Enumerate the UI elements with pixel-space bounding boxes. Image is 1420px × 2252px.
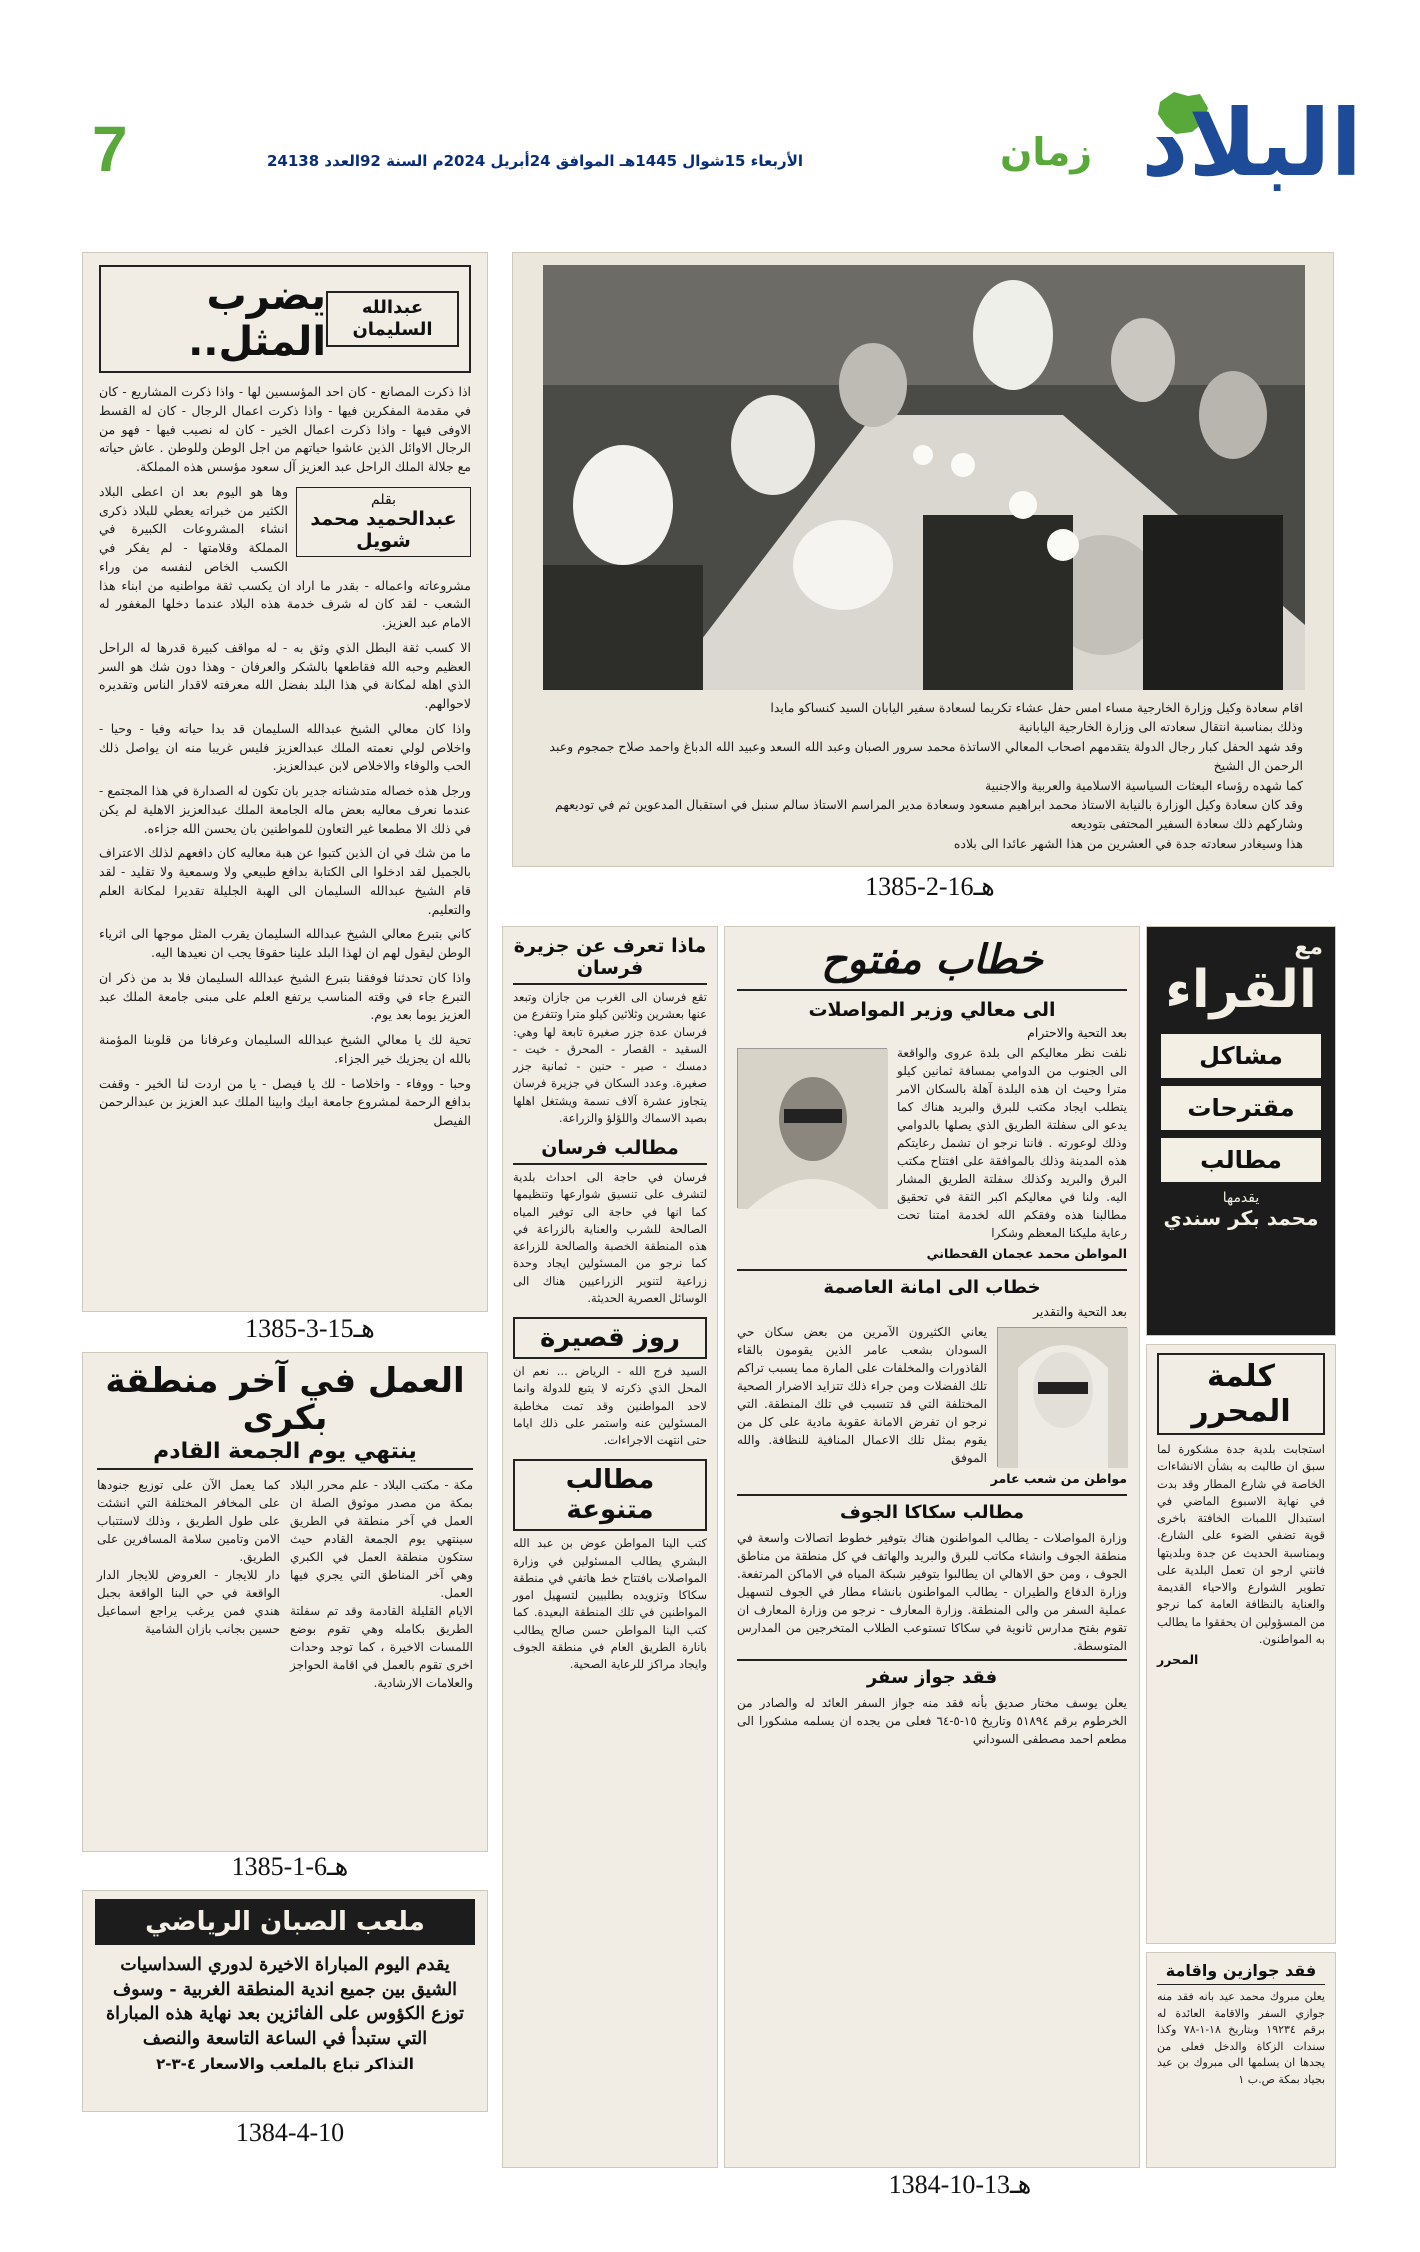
article-paragraph: وها هو اليوم بعد ان اعطى البلاد الكثير من خبراته يعطي للبلاد ذكرى انشاء المشروعات الكبيرة في المملكة وقلامتها - لم يفكر في الكسب الخاص لنفسه من وراء مشروعاته واعماله - بقدر ما اراد ان يكسب ثقة مواطنيه من ابناء هذا الشعب - لقد كان له شرف خدمة هذه البلاد عندما دخلها المغفور له الامام عبد العزيز. bbox=[99, 483, 471, 630]
letter-title: خطاب مفتوح bbox=[737, 937, 1127, 991]
article-paragraph: وحبا - ووفاء - واخلاصا - لك يا فيصل - يا من اردت لنا الخير - وقفت بدافع الرحمة لمشروع جامعة ابيك وابينا الملك عبد العزيز بن عبدالرحمن الفيصل bbox=[99, 1075, 471, 1128]
readers-box: مطالب bbox=[1161, 1138, 1321, 1182]
letter-greeting: بعد التحية والاحترام bbox=[1027, 1025, 1127, 1040]
clip-date: 1385-1-6هـ bbox=[231, 1852, 349, 1881]
announcement-text: يقدم اليوم المباراة الاخيرة لدوري السداسيات الشيق بين جميع اندية المنطقة الغربية - وسوف توزع الكؤوس على الفائزين بعد نهاية هذه المباراة التي ستبدأ في الساعة التاسعة والنصف bbox=[105, 1955, 465, 2049]
stadium-banner: ملعب الصبان الرياضي bbox=[95, 1899, 475, 1945]
section-title: ماذا تعرف عن جزيرة فرسان bbox=[513, 935, 707, 985]
section-title: مطالب فرسان bbox=[513, 1137, 707, 1165]
section-title: زمان bbox=[1000, 130, 1093, 174]
clip-date: 1384-4-10 bbox=[235, 2118, 345, 2147]
clip-date: 1384-10-13هـ bbox=[888, 2170, 1032, 2199]
editor-text: استجابت بلدية جدة مشكورة لما سبق ان طالبت به بشأن الانشاءات الخاصة في شارع المطار وقد بدت في نهاية الاسبوع الماضي في استبدال اللمبات الخافتة باخرى قوية تضفي الضوء على الشارع. وبمناسبة الحديث عن جدة وبلديتها فانني ارجو ان تعمل البلدية على تطوير الشوارع والاحياء القديمة والعناية بالنظافة العامة كما نرجو من المسؤولين ان يحققوا ما يطالب به المواطنون. bbox=[1157, 1442, 1325, 1646]
readers-by-name: محمد بكر سندي bbox=[1163, 1206, 1319, 1230]
caption-line: وقد شهد الحفل كبار رجال الدولة يتقدمهم اصحاب المعالي الاساتذة محمد سرور الصبان وعبد الله السعد وعبيد الله الدباغ واحمد صلاح جمجوم وعبد الرحمن ال الشيخ bbox=[549, 738, 1303, 774]
letter-subtitle: خطاب الى امانة العاصمة bbox=[823, 1277, 1041, 1298]
article-title: العمل في آخر منطقة بكرى bbox=[105, 1361, 465, 1439]
byline-prefix: بقلم bbox=[371, 491, 396, 508]
clip-date: 1385-2-16هـ bbox=[865, 872, 995, 901]
article-paragraph: الا كسب ثقة البطل الذي وثق به - له مواقف كبيرة قدرها له الراحل العظيم وحبه الله فقاطعها بالشكر والعرفان - وهذا دون شك هو السر الذي اهله لمكانة في هذا البلد بفضل الله معرفته لاقدار الناس وتقديره لاحوالهم. bbox=[99, 639, 471, 711]
notice-text: يعلن مبروك محمد عيد بانه فقد منه جوازي السفر والاقامة العائدة له برقم ١٩٢٣٤ وبتاريخ ١٨-١-٧٨ وكذا سندات الزكاة والدخل فعلى من يجدها ان يسلمها الى مبروك بن عيد بجياد بمكة ص.ب ١ bbox=[1157, 1990, 1325, 2086]
letter-subtitle: فقد جواز سفر bbox=[866, 1667, 998, 1688]
readers-box: مقترحات bbox=[1161, 1086, 1321, 1130]
article-paragraph: مكة - مكتب البلاد - علم محرر البلاد بمكة من مصدر موثوق الصلة ان العمل في آخر منطقة في الطريق سينتهي يوم الجمعة القادم حيث ستكون منطقة العمل في الكبري وهي آخر المناطق التي يجري فيها العمل. bbox=[290, 1477, 473, 1600]
editor-title: كلمة المحرر bbox=[1157, 1353, 1325, 1435]
letter-signature: مواطن من شعب عامر bbox=[990, 1471, 1127, 1486]
farasan-column bbox=[502, 926, 718, 2168]
article-subject: عبدالله السليمان bbox=[326, 291, 459, 346]
portrait-photo bbox=[997, 1327, 1127, 1467]
photo-dinner-clipping bbox=[512, 252, 1334, 867]
caption-line: كما شهده رؤساء البعثات السياسية الاسلامية والعربية والاجنبية bbox=[984, 777, 1303, 793]
article-paragraph: ما من شك في ان الذين كتبوا عن هبة معاليه كان دافعهم لذلك الاعتراف بالجميل لقد ادخلوا الى الكتابة بدافع طبيعي ولا وسمعية ولا تقليد - لقد قام الشيخ عبدالله السليمان الى الهبة الجليلة تقديرا لمكانة العلم والتعليم. bbox=[99, 845, 471, 917]
letter-body: يعاني الكثيرون الآمرين من بعض سكان حي السودان بشعب عامر الذين يقومون بالقاء القاذورات والمخلفات على المارة مما يسبب تراكم تلك الفضلات ومن جراء ذلك تتزايد الاضرار الصحية المختلفة التي قد تتسبب في تلك المنطقة. التي نرجو ان تفرض الامانة عقوبة مادية على كل من يقوم بمثل تلك الاعمال المنافية للنظافة. والله الموفق bbox=[737, 1325, 987, 1465]
section-text: السيد فرج الله - الرياض ... نعم ان المحل الذي ذكرته لا يتبع للدولة وانما لاحد المواطنين وقد تمت مخاطبة المسئولين عنه واستمر على ذلك اياما حتى انتهت الاجراءات. bbox=[513, 1364, 707, 1447]
section-text: تقع فرسان الى الغرب من جازان وتبعد عنها بعشرين وثلاثين كيلو مترا وتتفرع من فرسان عدة جزر صغيرة تابعة لها وهي: السقيد - القصار - المحرق - خيت - دمسك - صير - حنين - ثمانية جزر صغيرة. وعدد السكان في جزيرة فرسان يتجاوز عشرة آلاف نسمة ويشتغل اهلها بصيد الاسماك واللؤلؤ والزراعة. bbox=[513, 990, 707, 1125]
readers-kicker: مع bbox=[1294, 935, 1323, 960]
caption-line: وذلك بمناسبة انتقال سعادته الى وزارة الخارجية اليابانية bbox=[1018, 719, 1303, 735]
section-title: مطالب متنوعة bbox=[513, 1459, 707, 1531]
article-paragraph: تحية لك يا معالي الشيخ عبدالله السليمان وعرفانا من قلوبنا المؤمنة بالله ان يجزيك خير الجزاء. bbox=[99, 1032, 471, 1066]
article-paragraph: واذا كان معالي الشيخ عبدالله السليمان قد بدا حياته وفيا - وحيا - واخلاص لولي نعمته الملك عبدالعزيز فليس غريبا منه ان يواصل ذلك الحب والوفاء والاخلاص لابن عبدالعزيز. bbox=[99, 720, 471, 774]
article-paragraph: اذا ذكرت المصانع - كان احد المؤسسين لها - واذا ذكرت المشاريع - كان في مقدمة المفكرين فيها - واذا ذكرت اعمال الرجال - كان له القسط الاوفى فيها - واذا ذكرت اعمال الخير - كان له نصيب فيها - فهو من الرجال الاوائل الذين عاشوا حياتهم من اجل الوطن وللوطن . عاش حياته مع جلالة الملك الراحل عبد العزيز آل سعود مؤسس هذه المملكة. bbox=[99, 384, 471, 474]
caption-line: اقام سعادة وكيل وزارة الخارجية مساء امس حفل عشاء تكريما لسعادة سفير اليابان السيد كنساكو مايدا bbox=[770, 700, 1303, 715]
caption-line: هذا وسيغادر سعادته جدة في العشرين من هذا الشهر عائدا الى بلاده bbox=[953, 835, 1303, 851]
issue-dateline: الأربعاء 15شوال 1445هـ الموافق 24أبريل 2024م السنة 92العدد 24138 bbox=[266, 152, 804, 170]
clip-date: 1385-3-15هـ bbox=[245, 1314, 375, 1343]
readers-box: مشاكل bbox=[1161, 1034, 1321, 1078]
photo-caption bbox=[543, 698, 1303, 853]
newspaper-logo bbox=[1122, 86, 1362, 216]
readers-corner bbox=[1146, 926, 1336, 1336]
article-paragraph: الايام القليلة القادمة وقد تم سفلتة الطريق بكامله وهي تقوم بوضع اللمسات الاخيرة ، كما توجد وحدات اخرى تقوم بالعمل في اقامة الحواجز والعلامات الارشادية. bbox=[290, 1603, 473, 1690]
article-paragraph: ورجل هذه خصاله متدشناته جدير بان تكون له الصدارة في هذا المجتمع - عندما نعرف معاليه بعض ماله الجامعة الملك عبدالعزيز الاهلية لم يكن في ذلك الا مطمعا غير التعاون للمواطنين بان يحسن الله جزاءه. bbox=[99, 783, 471, 836]
open-letter-clipping bbox=[724, 926, 1140, 2168]
article-title: يضرب المثل.. bbox=[188, 273, 327, 365]
caption-line: وقد كان سعادة وكيل الوزارة بالنيابة الاستاذ محمد ابراهيم مسعود وسعادة مدير المراسم الاستاذ سالم سنبل في استقبال المدعوين ثم في توديعهم وشاركهم ذلك سعادة السفير المحتفى بتوديعه bbox=[555, 796, 1303, 832]
byline-name: عبدالحميد محمد شويل bbox=[310, 507, 457, 552]
article-paragraph: كما يعمل الآن على توزيع جنودها على المخافر المختلفة التي انشئت على طول الطريق ، وذلك لاستتباب الامن وتامين سلامة المسافرين على الطريق. bbox=[97, 1477, 280, 1564]
football-announcement bbox=[82, 1890, 488, 2112]
section-text: كتب الينا المواطن عوض بن عبد الله البشري يطالب المسئولين في وزارة المواصلات بافتتاح خط هاتفي في منطقة سكاكا وتزويده بطلبيين لتسهيل امور المواطنين في تلك المنطقة البعيدة. كما كتب الينا المواطن حسن صالح يطالب بانارة الطريق العام في منطقة الجوف وايجاد مراكز للرعاية الصحية. bbox=[513, 1536, 707, 1671]
notice-title: فقد جوازين واقامة bbox=[1157, 1961, 1325, 1985]
logo-wordmark: البلاد bbox=[1141, 90, 1362, 197]
article-abdullah-sulaiman bbox=[82, 252, 488, 1312]
letter-body: يعلن يوسف مختار صديق بأنه فقد منه جواز السفر العائد له والصادر من الخرطوم برقم ٥١٨٩٤ وتاريخ ١٥-٥-٦٤ فعلى من يجده ان يسلمه مشكورا الى مطعم احمد مصطفى السوداني bbox=[737, 1696, 1127, 1746]
article-paragraph: واذا كان تحدثنا فوفقنا بتبرع الشيخ عبدالله السليمان فلا بد من ذكر ان التبرع جاء في وقته المناسب يرتفع العلم على مبنى جامعة الملك عبد العزيز يوما بعد يوم. bbox=[99, 969, 471, 1023]
article-byline bbox=[296, 487, 471, 557]
article-subtitle: ينتهي يوم الجمعة القادم bbox=[97, 1440, 473, 1470]
article-header bbox=[99, 265, 471, 373]
classified-ad: دار للايجار - العروض للايجار الدار الواقعة في حي البنا الواقعة بجبل هندي فمن يرغب يراجع اسماعيل حسين بجانب بازان الشامية bbox=[97, 1567, 280, 1636]
letter-recipient: الى معالي وزير المواصلات bbox=[808, 999, 1056, 1021]
page-number: 7 bbox=[92, 113, 128, 185]
letter-body: نلفت نظر معاليكم الى بلدة عروى والواقعة الى الجنوب من الدوامي بمسافة ثمانين كيلو مترا وحيث ان هذه البلدة آهلة بالسكان الامر يتطلب ايجاد مكتب للبرق والبريد هناك كما يدعو الى سفلتة الطريق الذي يصلها بالدوامي وذلك لوعورته . فاننا نرجو ان تشمل رعايتكم هذه المدينة وذلك بالموافقة على افتتاح مكتب البرق والبريد وكذلك سفلتة الطريق المشار اليه. ولنا في معاليكم اكبر الثقة في تحقيق مطالبنا هذه وفقكم الله لخدمة امتنا تحت رعاية مليكنا المعظم وشكرا bbox=[897, 1046, 1127, 1240]
section-title: روز قصيرة bbox=[513, 1317, 707, 1359]
letter-greeting: بعد التحية والتقدير bbox=[1033, 1304, 1127, 1319]
lost-documents-notice bbox=[1146, 1952, 1336, 2168]
letter-subtitle: مطالب سكاكا الجوف bbox=[839, 1502, 1025, 1523]
dinner-photo bbox=[543, 265, 1305, 690]
article-road-work bbox=[82, 1352, 488, 1852]
portrait-photo bbox=[737, 1048, 887, 1208]
editor-signature: المحرر bbox=[1157, 1652, 1199, 1667]
article-paragraph: كاني بتبرع معالي الشيخ عبدالله السليمان يقرب المثل موجها الى اثرياء الوطن ليقول لهم ان لهذا البلد علينا حقوقا يجب ان نعيدها اليه. bbox=[99, 926, 471, 960]
section-text: فرسان في حاجة الى احداث بلدية لتشرف على تنسيق شوارعها وتنظيمها كما انها في حاجة الى توفير المياه الصالحة للشرب والعناية بالزراعة في هذه المنطقة الخصبة والصالحة للزراعة كما نرجو من المسئولين ايجاد وحدة زراعية لتنوير الزراعيين هناك الى الوسائل العصرية الحديثة. bbox=[513, 1170, 707, 1305]
readers-by-label: يقدمها bbox=[1222, 1190, 1260, 1206]
readers-title: القراء bbox=[1165, 960, 1317, 1020]
editor-note bbox=[1146, 1344, 1336, 1944]
ticket-prices: التذاكر تباع بالملعب والاسعار ٤-٣-٢ bbox=[156, 2055, 414, 2073]
letter-body: وزارة المواصلات - يطالب المواطنون هناك بتوفير خطوط اتصالات واسعة في منطقة الجوف وانشاء مكاتب للبرق والبريد والهاتف في كل منطقة من مناطق الجوف ، ومن حق الاهالي ان يطالبوا بتوفير شبكة المياه في الاماكن المرتفعة. وزارة الدفاع والطيران - يطالب المواطنون بانشاء مطار في الجوف لتسهيل عملية السفر من والى المنطقة. وزارة المعارف - نرجو من وزارة المعارف ان تقوم بفتح مدارس ثانوية في سكاكا تستوعب الطلاب المتخرجين من المدارس المتوسطة. bbox=[737, 1531, 1127, 1653]
letter-signature: المواطن محمد عجمان القحطاني bbox=[926, 1246, 1127, 1261]
